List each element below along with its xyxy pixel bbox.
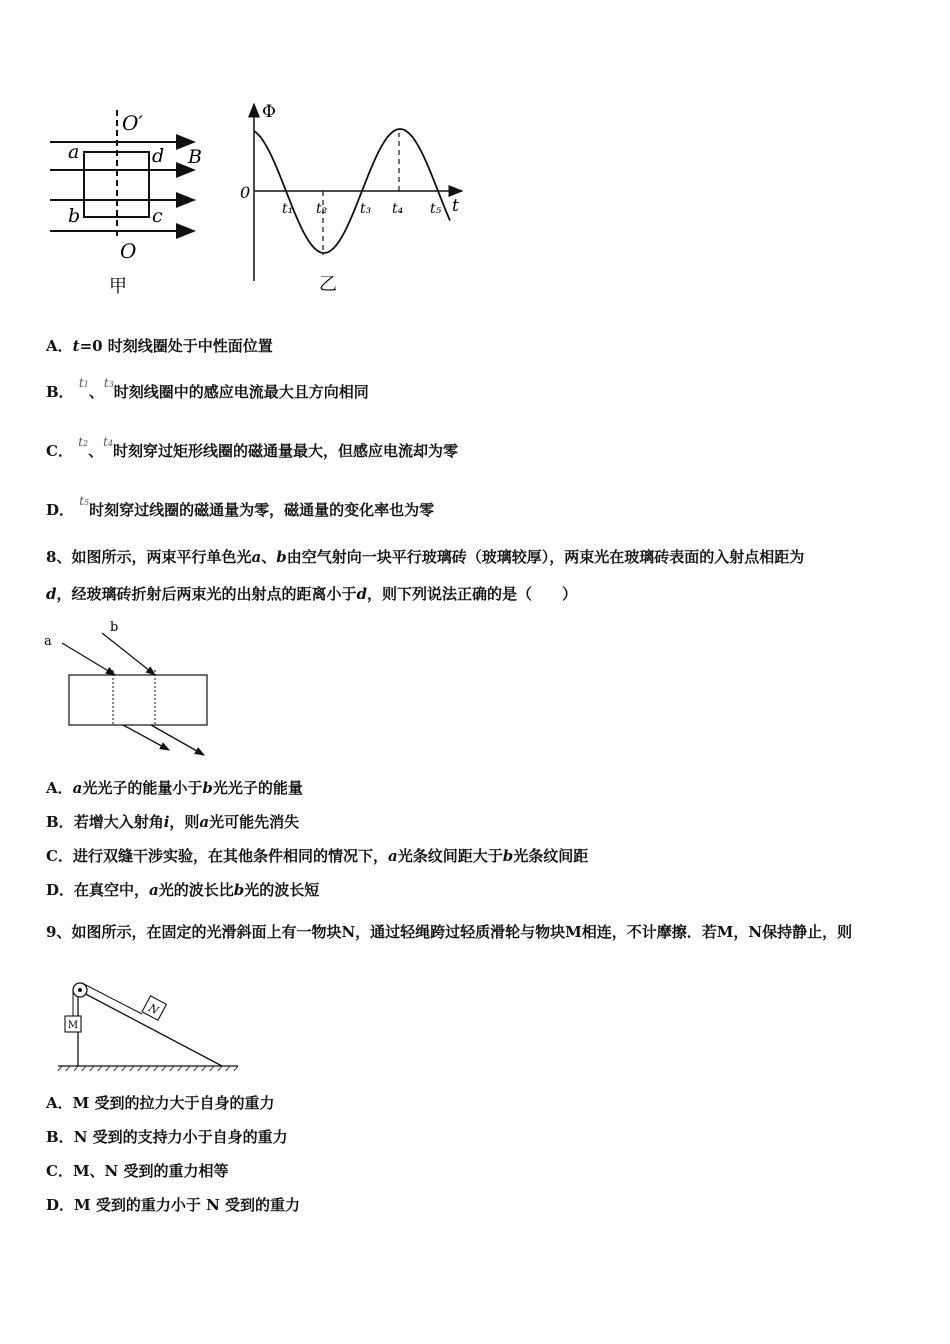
time-symbol: t1 (78, 376, 89, 390)
tick-label-t3: t₃ (360, 201, 372, 217)
ground-hatch (58, 1066, 238, 1071)
beam-a-label: a (44, 634, 52, 649)
figure-yi-caption: 乙 (319, 274, 337, 295)
time-symbol: t3 (103, 376, 114, 390)
tick-label-t5: t₅ (430, 201, 442, 217)
option-text: 时刻线圈中的感应电流最大且方向相同 (113, 383, 369, 401)
q9-option-a: A．M 受到的拉力大于自身的重力 (46, 1094, 275, 1112)
q8-option-b: B．若增大入射角i，则a光可能先消失 (46, 813, 300, 831)
tick-label-t1: t₁ (282, 201, 294, 217)
q9-option-d: D．M 受到的重力小于 N 受到的重力 (46, 1196, 300, 1214)
q9-option-c: C．M、N 受到的重力相等 (46, 1162, 229, 1180)
option-var: t (72, 337, 80, 355)
tick-label-t2: t₂ (316, 201, 328, 217)
y-axis-label: Φ (262, 102, 276, 122)
rope-to-n (82, 983, 142, 1014)
option-letter: D． (46, 501, 75, 519)
axis-bottom-label: O (120, 239, 137, 263)
separator: 、 (88, 442, 104, 460)
figure-flux-graph (232, 96, 472, 296)
beam-b-exit (151, 725, 204, 755)
figure-glass-slab (42, 615, 222, 765)
beam-b-label: b (110, 620, 119, 635)
pulley-axle (78, 988, 82, 992)
option-letter: A． (46, 337, 73, 355)
field-label: B (188, 146, 202, 168)
block-m-label: M (67, 1020, 79, 1031)
option-text: 时刻穿过矩形线圈的磁通量最大，但感应电流却为零 (113, 442, 459, 460)
x-axis-label: t (452, 196, 459, 216)
q9-option-b: B．N 受到的支持力小于自身的重力 (46, 1128, 288, 1146)
q7-option-c (46, 435, 459, 464)
beam-b-incident (102, 633, 155, 675)
q8-option-d: D．在真空中，a光的波长比b光的波长短 (46, 881, 320, 899)
time-symbol: t4 (103, 435, 114, 449)
q8-stem-line1: 8、如图所示，两束平行单色光a、b由空气射向一块平行玻璃砖（玻璃较厚），两束光在玻璃砖表面的入射点相距为 (46, 548, 805, 566)
q8-stem-line2: d，经玻璃砖折射后两束光的出射点的距离小于d，则下列说法正确的是（ ） (46, 585, 578, 603)
q9-stem: 9、如图所示，在固定的光滑斜面上有一物块N，通过轻绳跨过轻质滑轮与物块M相连，不计摩擦．若M，N保持静止，则 (46, 923, 853, 941)
option-letter: C． (46, 442, 73, 460)
q7-option-a (46, 336, 273, 356)
time-symbol: t2 (78, 435, 89, 449)
option-letter: B． (46, 383, 74, 401)
glass-slab (69, 675, 207, 725)
corner-d-label: d (152, 145, 165, 167)
time-symbol: t5 (79, 494, 90, 508)
axis-top-label: O′ (122, 111, 143, 135)
beam-a-incident (62, 643, 115, 675)
figure-incline-pulley (56, 976, 242, 1076)
q8-option-a: A．a光光子的能量小于b光光子的能量 (46, 779, 303, 797)
option-text: =0 时刻线圈处于中性面位置 (79, 337, 273, 355)
origin-label: 0 (240, 183, 251, 202)
corner-c-label: c (152, 205, 163, 227)
separator: 、 (88, 383, 104, 401)
option-text: 时刻穿过线圈的磁通量为零，磁通量的变化率也为零 (89, 501, 435, 519)
block-n-label: N (146, 1001, 161, 1018)
q8-option-c: C．进行双缝干涉实验，在其他条件相同的情况下，a光条纹间距大于b光条纹间距 (46, 847, 589, 865)
block-n (142, 996, 166, 1020)
figure-coil-in-field (44, 100, 214, 300)
figure-jia-caption: 甲 (109, 276, 127, 297)
corner-b-label: b (68, 205, 81, 227)
tick-label-t4: t₄ (392, 201, 404, 217)
corner-a-label: a (68, 141, 80, 163)
q7-option-b (46, 376, 369, 405)
q7-option-d (46, 494, 435, 523)
beam-a-exit (123, 725, 169, 750)
